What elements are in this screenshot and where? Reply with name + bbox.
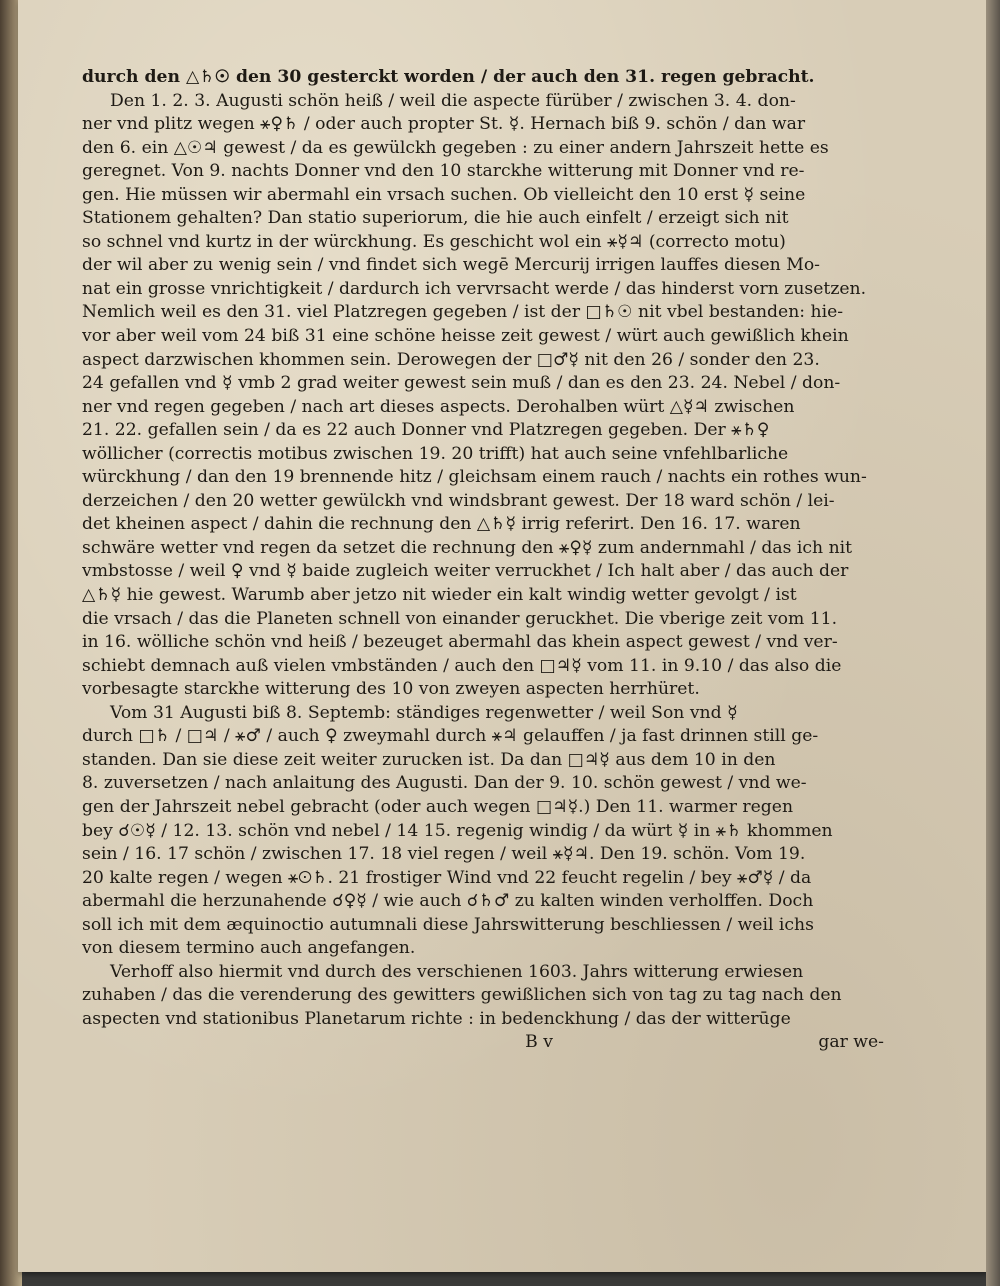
text-line: den 6. ein △☉♃ gewest / da es gewülckh gegeben : zu einer andern Jahrszeit hette es [82,137,829,158]
book-page [18,0,986,1272]
text-line: durch den △♄☉ den 30 gesterckt worden / der auch den 31. regen gebracht. [82,67,815,87]
text-line: vor aber weil vom 24 biß 31 eine schöne heisse zeit gewest / würt auch gewißlich khein [82,326,849,347]
text-line: det kheinen aspect / dahin die rechnung den △♄☿ irrig referirt. Den 16. 17. waren [82,514,801,535]
text-line: von diesem termino auch angefangen. [82,938,416,959]
text-line: schwäre wetter vnd regen da setzet die rechnung den ⚹♀☿ zum andernmahl / das ich nit [82,537,853,558]
text-line: würckhung / dan den 19 brennende hitz / gleichsam einem rauch / nachts ein rothes wun- [82,467,867,488]
text-line: schiebt demnach auß vielen vmbständen / auch den □♃☿ vom 11. in 9.10 / das also die [82,655,842,676]
text-line: aspect darzwischen khommen sein. Derowegen der □♂☿ nit den 26 / sonder den 23. [82,349,820,370]
text-line: abermahl die herzunahende ☌♀☿ / wie auch ☌♄♂ zu kalten winden verholffen. Doch [82,891,814,912]
text-line: ner vnd plitz wegen ⚹♀♄ / oder auch propter St. ☿. Hernach biß 9. schön / dan war [82,114,806,135]
signature-mark: B v [525,1032,553,1053]
text-line: 24 gefallen vnd ☿ vmb 2 grad weiter gewest sein muß / dan es den 23. 24. Nebel / don- [82,373,841,394]
text-line: vmbstosse / weil ♀ vnd ☿ baide zugleich weiter verruckhet / Ich halt aber / das auch der [82,561,849,582]
text-line: 20 kalte regen / wegen ⚹☉♄. 21 frostiger Wind vnd 22 feucht regelin / bey ⚹♂☿ / da [82,867,812,888]
text-line: nat ein grosse vnrichtigkeit / dardurch ich vervrsacht werde / das hinderst vorn zusetzen. [82,278,867,299]
text-line: Den 1. 2. 3. Augusti schön heiß / weil die aspecte fürüber / zwischen 3. 4. don- [110,90,796,111]
body-text [82,66,894,1055]
text-line: Vom 31 Augusti biß 8. Septemb: ständiges regenwetter / weil Son vnd ☿ [110,702,738,723]
scan-right-edge [986,0,1000,1286]
text-line: vorbesagte starckhe witterung des 10 von zweyen aspecten herrhüret. [82,679,700,700]
text-line: aspecten vnd stationibus Planetarum richte : in bedenckhung / das der witterūge [82,1008,791,1029]
text-line: soll ich mit dem æquinoctio autumnali diese Jahrswitterung beschliessen / weil ichs [82,914,814,935]
text-line: der wil aber zu wenig sein / vnd findet sich wegē Mercurij irrigen lauffes diesen Mo- [82,255,820,276]
text-line: sein / 16. 17 schön / zwischen 17. 18 viel regen / weil ⚹☿♃. Den 19. schön. Vom 19. [82,844,806,865]
text-line: geregnet. Von 9. nachts Donner vnd den 10 starckhe witterung mit Donner vnd re- [82,161,805,182]
text-line: ner vnd regen gegeben / nach art dieses aspects. Derohalben würt △☿♃ zwischen [82,396,795,417]
text-line: Verhoff also hiermit vnd durch des verschienen 1603. Jahrs witterung erwiesen [110,961,804,982]
text-line: standen. Dan sie diese zeit weiter zurucken ist. Da dan □♃☿ aus dem 10 in den [82,749,776,770]
text-line: gen der Jahrszeit nebel gebracht (oder auch wegen □♃☿.) Den 11. warmer regen [82,796,794,817]
text-line: Nemlich weil es den 31. viel Platzregen gegeben / ist der □♄☉ nit vbel bestanden: hie- [82,302,844,323]
text-line: so schnel vnd kurtz in der würckhung. Es geschicht wol ein ⚹☿♃ (correcto motu) [82,231,786,252]
text-line: wöllicher (correctis motibus zwischen 19. 20 trifft) hat auch seine vnfehlbarliche [82,443,789,464]
catchword: gar we- [818,1032,884,1053]
text-line: gen. Hie müssen wir abermahl ein vrsach suchen. Ob vielleicht den 10 erst ☿ seine [82,184,806,205]
page-footer [82,1031,894,1055]
text-line: derzeichen / den 20 wetter gewülckh vnd windsbrant gewest. Der 18 ward schön / lei- [82,490,835,511]
text-line: Stationem gehalten? Dan statio superiorum, die hie auch einfelt / erzeigt sich nit [82,208,789,229]
text-line: in 16. wölliche schön vnd heiß / bezeuget abermahl das khein aspect gewest / vnd ver- [82,632,838,653]
text-line: zuhaben / das die verenderung des gewitters gewißlichen sich von tag zu tag nach den [82,985,842,1006]
text-line: bey ☌☉☿ / 12. 13. schön vnd nebel / 14 15. regenig windig / da würt ☿ in ⚹♄ khommen [82,820,833,841]
text-line: die vrsach / das die Planeten schnell von einander geruckhet. Die vberige zeit vom 11. [82,608,838,629]
text-line: 8. zuversetzen / nach anlaitung des Augusti. Dan der 9. 10. schön gewest / vnd we- [82,773,807,794]
text-line: durch □♄ / □♃ / ⚹♂ / auch ♀ zweymahl durch ⚹♃ gelauffen / ja fast drinnen still ge- [82,726,819,747]
text-line: △♄☿ hie gewest. Warumb aber jetzo nit wieder ein kalt windig wetter gevolgt / ist [82,585,797,606]
text-line: 21. 22. gefallen sein / da es 22 auch Donner vnd Platzregen gegeben. Der ⚹♄♀ [82,420,770,441]
